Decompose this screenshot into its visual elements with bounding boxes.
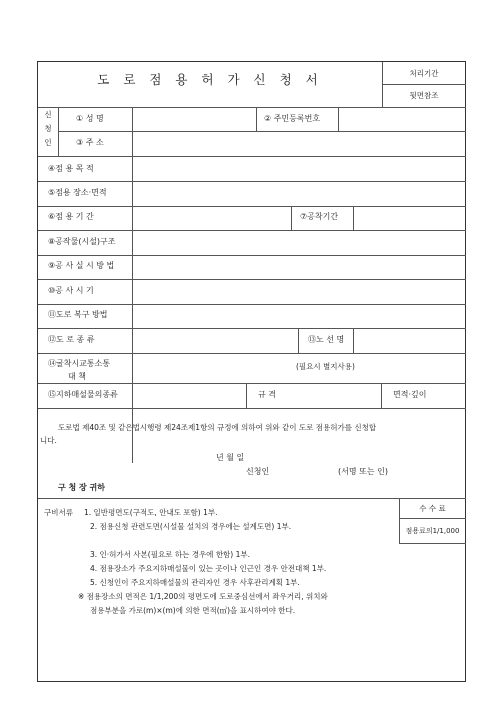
documents-item-1: 1. 일반평면도(구적도, 안내도 포함) 1부. xyxy=(84,508,218,517)
documents-item-2: 2. 점용신청 관련도면(시설물 설치의 경우에는 설계도면) 1부. xyxy=(90,522,292,531)
application-form xyxy=(37,61,466,682)
declaration-text-1: 도로법 제40조 및 같은법시행령 제24조제1항의 규정에 의하여 위와 같이 도로 점용허가를 신청합 xyxy=(58,423,377,432)
documents-item-3: 3. 인·허가서 사본(필요로 하는 경우에 한함) 1부. xyxy=(90,550,251,559)
start-period-field[interactable] xyxy=(354,207,465,229)
declaration-signature: (서명 또는 인) xyxy=(338,467,388,476)
declaration-text-2: 니다. xyxy=(40,436,57,445)
declaration-addressee: 구 청 장 귀하 xyxy=(58,483,105,492)
applicant-label-3: 인 xyxy=(44,138,52,147)
rrn-label: ② 주민등록번호 xyxy=(264,114,321,123)
area-depth-label: 면적·깊이 xyxy=(393,390,427,399)
road-type-field[interactable] xyxy=(133,329,297,352)
purpose-label: ④점 용 목 적 xyxy=(48,164,94,173)
fee-value: 점용료의1/1,000 xyxy=(405,527,460,535)
spec-field[interactable] xyxy=(300,384,380,407)
processing-period-label: 처리기간 xyxy=(409,69,439,78)
method-label: ⑨공 사 실 시 방 법 xyxy=(48,261,115,270)
declaration-date: 년 월 일 xyxy=(216,453,245,462)
address-label: ③ 주 소 xyxy=(76,138,104,147)
route-name-label: ⑬노 선 명 xyxy=(308,335,345,344)
road-type-label: ⑫도 로 종 류 xyxy=(48,335,95,344)
documents-note-2: 점용부분을 가로(m)×(m)에 의한 면적(㎡)을 표시하여야 한다. xyxy=(90,606,296,615)
name-field[interactable] xyxy=(133,108,255,130)
structure-label: ⑧공작물(시설)구조 xyxy=(48,237,116,246)
construction-period-label: ⑩공 사 시 기 xyxy=(48,286,94,295)
declaration-applicant: 신청인 xyxy=(246,467,270,476)
processing-period-value: 뒷면참조 xyxy=(409,91,439,100)
documents-note-1: ※ 점용장소의 면적은 1/1,200의 평면도에 도로중심선에서 좌우거리, 위치와 xyxy=(78,592,328,601)
documents-item-4: 4. 점용장소가 주요지하매설물이 있는 곳이나 인근인 경우 안전대책 1부. xyxy=(90,564,327,573)
location-area-label: ⑤점용 장소·면적 xyxy=(48,188,107,197)
period-field[interactable] xyxy=(133,207,290,229)
fee-label: 수 수 료 xyxy=(419,504,446,513)
address-field[interactable] xyxy=(133,132,465,155)
rrn-field[interactable] xyxy=(339,108,465,130)
name-label: ① 성 명 xyxy=(76,114,104,123)
traffic-plan-note: (필요시 별지사용) xyxy=(296,362,355,371)
start-period-label: ⑦공착기간 xyxy=(300,212,339,221)
purpose-field[interactable] xyxy=(133,157,465,180)
traffic-plan-label-2: 대 책 xyxy=(68,372,86,381)
form-title: 도 로 점 용 허 가 신 청 서 xyxy=(97,72,323,87)
buried-type-field[interactable] xyxy=(133,384,245,407)
structure-field[interactable] xyxy=(133,231,465,254)
route-name-field[interactable] xyxy=(354,329,465,352)
traffic-plan-field[interactable] xyxy=(133,354,293,382)
period-label: ⑥점 용 기 간 xyxy=(48,212,94,221)
spec-label: 규 격 xyxy=(258,390,276,399)
construction-period-field[interactable] xyxy=(133,280,465,303)
road-restore-label: ⑪도로 복구 방법 xyxy=(48,310,108,319)
documents-heading: 구비서류 xyxy=(44,508,73,517)
traffic-plan-label-1: ⑭굴착시교통소통 xyxy=(48,359,111,368)
method-field[interactable] xyxy=(133,256,465,278)
road-restore-field[interactable] xyxy=(133,305,465,327)
buried-type-label: ⑮지하매설물의종류 xyxy=(48,390,118,399)
location-area-field[interactable] xyxy=(133,182,465,205)
documents-item-5: 5. 신청인이 주요지하매설물의 관리자인 경우 사후관리계획 1부. xyxy=(90,578,300,587)
applicant-label-2: 청 xyxy=(44,124,52,133)
applicant-label-1: 신 xyxy=(44,110,52,119)
